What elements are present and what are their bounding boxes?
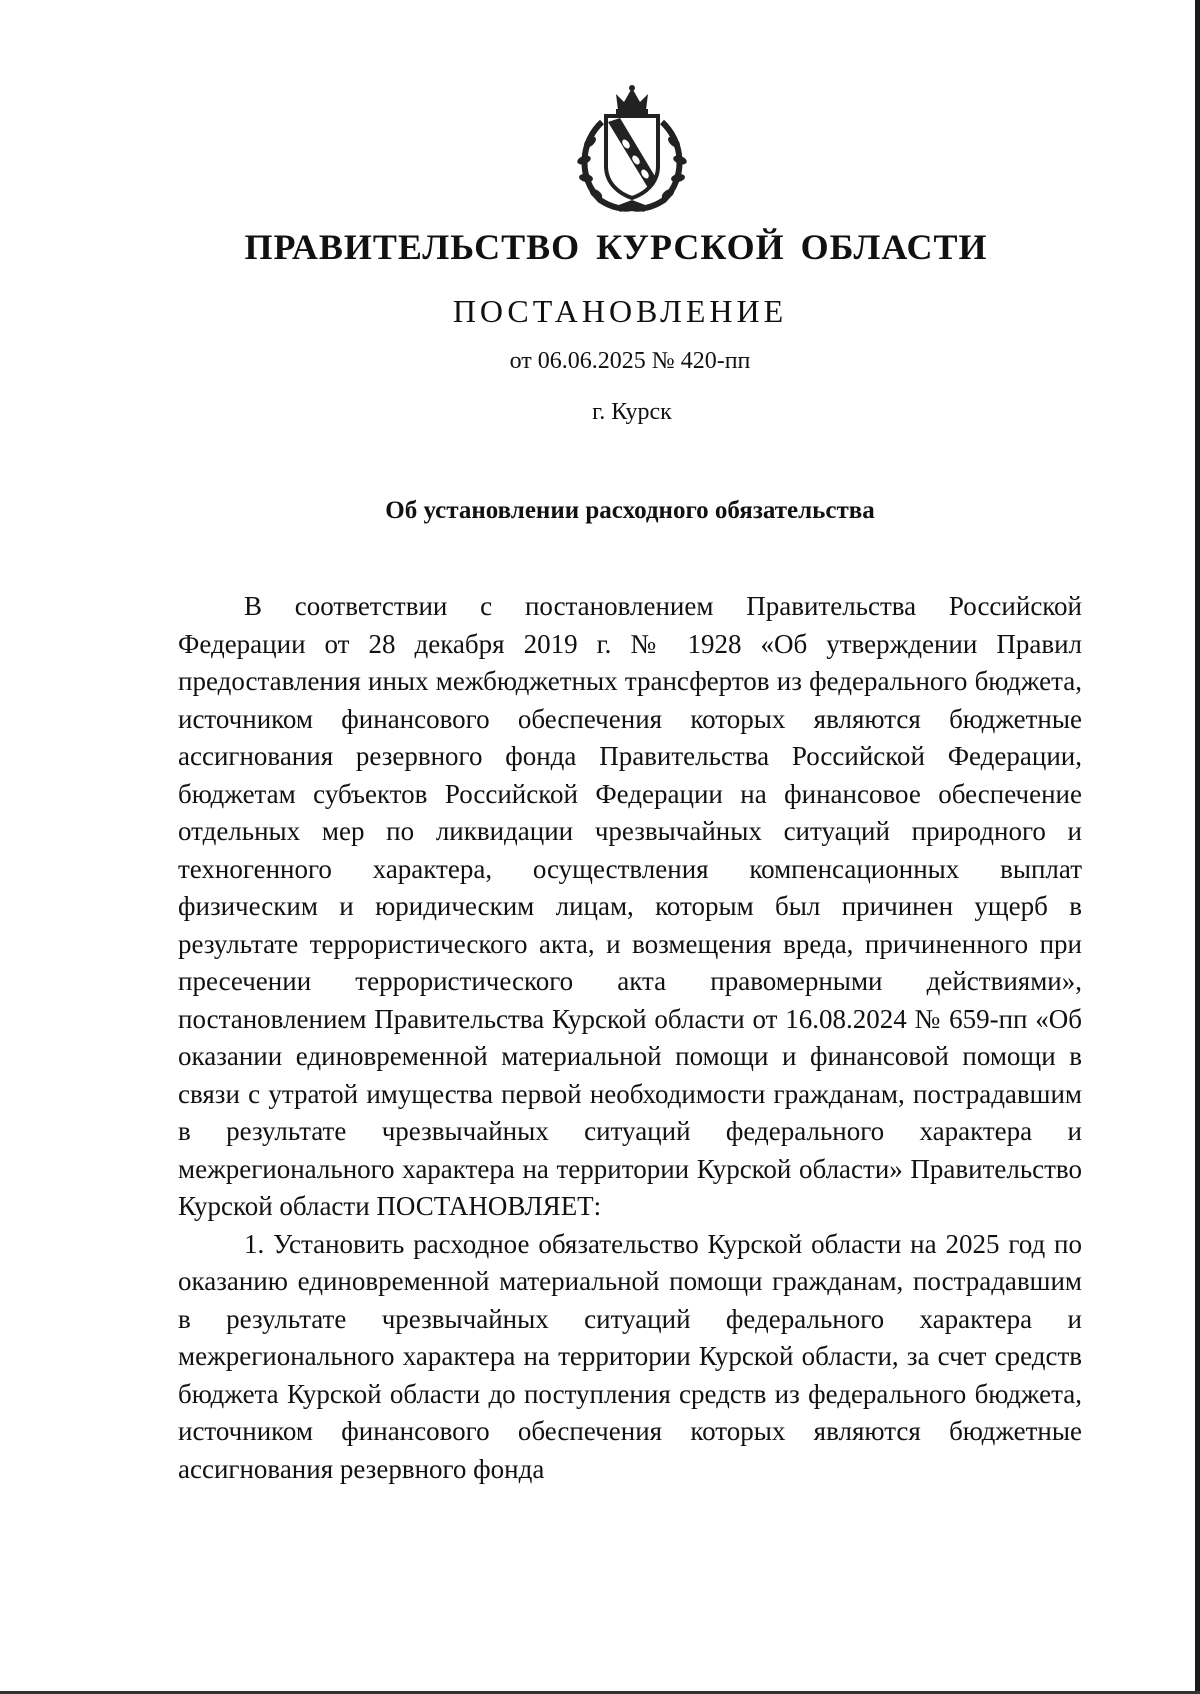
document-body [178,588,1082,1488]
document-date-number: от 06.06.2025 № 420-пп [509,348,751,374]
item-1-paragraph: 1. Установить расходное обязательство Курской области на 2025 год по оказанию единовременной материальной помощи гражданам, пострадавшим в результате чрезвычайных ситуаций федерального характера и межрегионального характера на территории Курской области, за счет средств бюджета Курской области до поступления средств из федерального бюджета, источником финансового обеспечения которых являются бюджетные ассигнования резервного фонда [178,1228,1082,1484]
document-city: г. Курск [592,399,672,425]
organization-title: ПРАВИТЕЛЬСТВО КУРСКОЙ ОБЛАСТИ [244,227,988,267]
preamble-paragraph: В соответствии с постановлением Правительства Российской Федерации от 28 декабря 2019 г. № 1928 «Об утверждении Правил предоставления иных межбюджетных трансфертов из федерального бюджета, источником финансового обеспечения которых являются бюджетные ассигнования резервного фонда Правительства Российской Федерации, бюджетам субъектов Российской Федерации на финансовое обеспечение отдельных мер по ликвидации чрезвычайных ситуаций природного и техногенного характера, осуществления компенсационных выплат физическим и юридическим лицам, которым был причинен ущерб в результате террористического акта, и возмещения вреда, причиненного при пресечении террористического акта правомерными действиями», постановлением Правительства Курской области от 16.08.2024 № 659-пп «Об оказании единовременной материальной помощи и финансовой помощи в связи с утратой имущества первой необходимости гражданам, пострадавшим в результате чрезвычайных ситуаций федерального характера и межрегионального характера на территории Курской области» Правительство Курской области ПОСТАНОВЛЯЕТ: [178,591,1082,1221]
kursk-coat-of-arms-icon [568,82,696,214]
document-type: ПОСТАНОВЛЕНИЕ [452,293,788,329]
document-title: Об установлении расходного обязательства [385,497,875,524]
